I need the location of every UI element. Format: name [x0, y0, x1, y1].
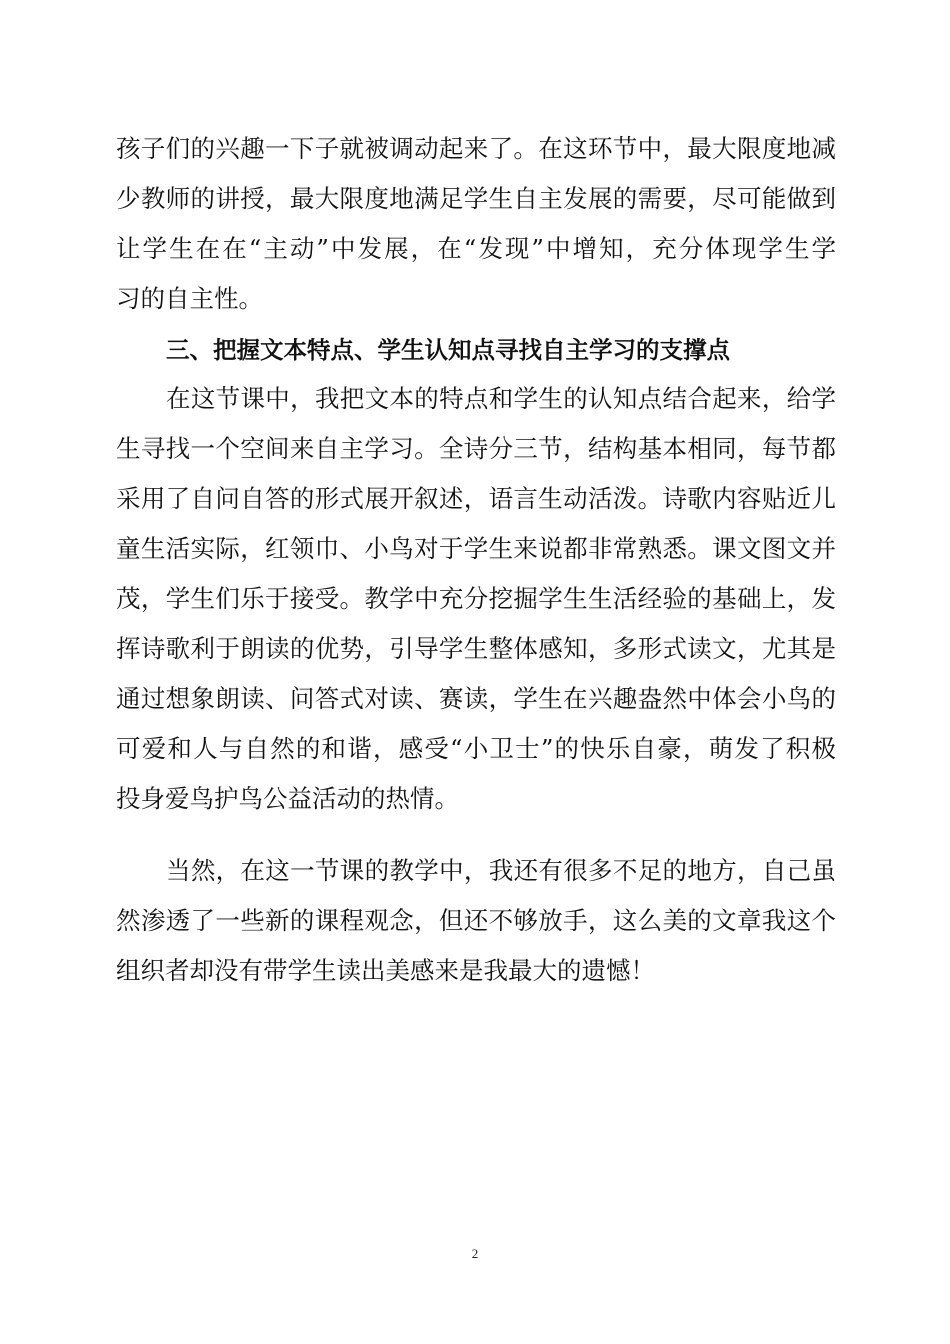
paragraph2-line-9: 投身爱鸟护鸟公益活动的热情。 [116, 784, 459, 813]
paragraph2-line-5: 茂，学生们乐于接受。教学中充分挖掘学生生活经验的基础上，发 [116, 584, 836, 613]
paragraph2-line-1: 在这节课中，我把文本的特点和学生的认知点结合起来，给学 [166, 384, 836, 413]
paragraph2-line-8: 可爱和人与自然的和谐，感受“小卫士”的快乐自豪，萌发了积极 [116, 734, 836, 763]
paragraph3-line-3: 组织者却没有带学生读出美感来是我最大的遗憾！ [116, 956, 655, 985]
paragraph2-line-3: 采用了自问自答的形式展开叙述，语言生动活泼。诗歌内容贴近儿 [116, 484, 836, 513]
paragraph3-line-2: 然渗透了一些新的课程观念，但还不够放手，这么美的文章我这个 [116, 906, 836, 935]
page-number: 2 [471, 1246, 479, 1261]
paragraph1-line-1: 孩子们的兴趣一下子就被调动起来了。在这环节中，最大限度地减 [116, 134, 836, 163]
paragraph2-line-6: 挥诗歌利于朗读的优势，引导学生整体感知，多形式读文，尤其是 [116, 634, 836, 663]
paragraph2-line-7: 通过想象朗读、问答式对读、赛读，学生在兴趣盎然中体会小鸟的 [116, 684, 836, 713]
paragraph1-line-2: 少教师的讲授，最大限度地满足学生自主发展的需要，尽可能做到 [116, 184, 836, 213]
paragraph1-line-4: 习的自主性。 [116, 284, 263, 313]
paragraph2-line-4: 童生活实际，红领巾、小鸟对于学生来说都非常熟悉。课文图文并 [116, 534, 836, 563]
paragraph3-line-1: 当然，在这一节课的教学中，我还有很多不足的地方，自己虽 [166, 856, 836, 885]
section-heading: 三、把握文本特点、学生认知点寻找自主学习的支撑点 [166, 336, 730, 364]
paragraph2-line-2: 生寻找一个空间来自主学习。全诗分三节，结构基本相同，每节都 [116, 434, 836, 463]
paragraph1-line-3: 让学生在在“主动”中发展，在“发现”中增知，充分体现学生学 [116, 234, 836, 263]
